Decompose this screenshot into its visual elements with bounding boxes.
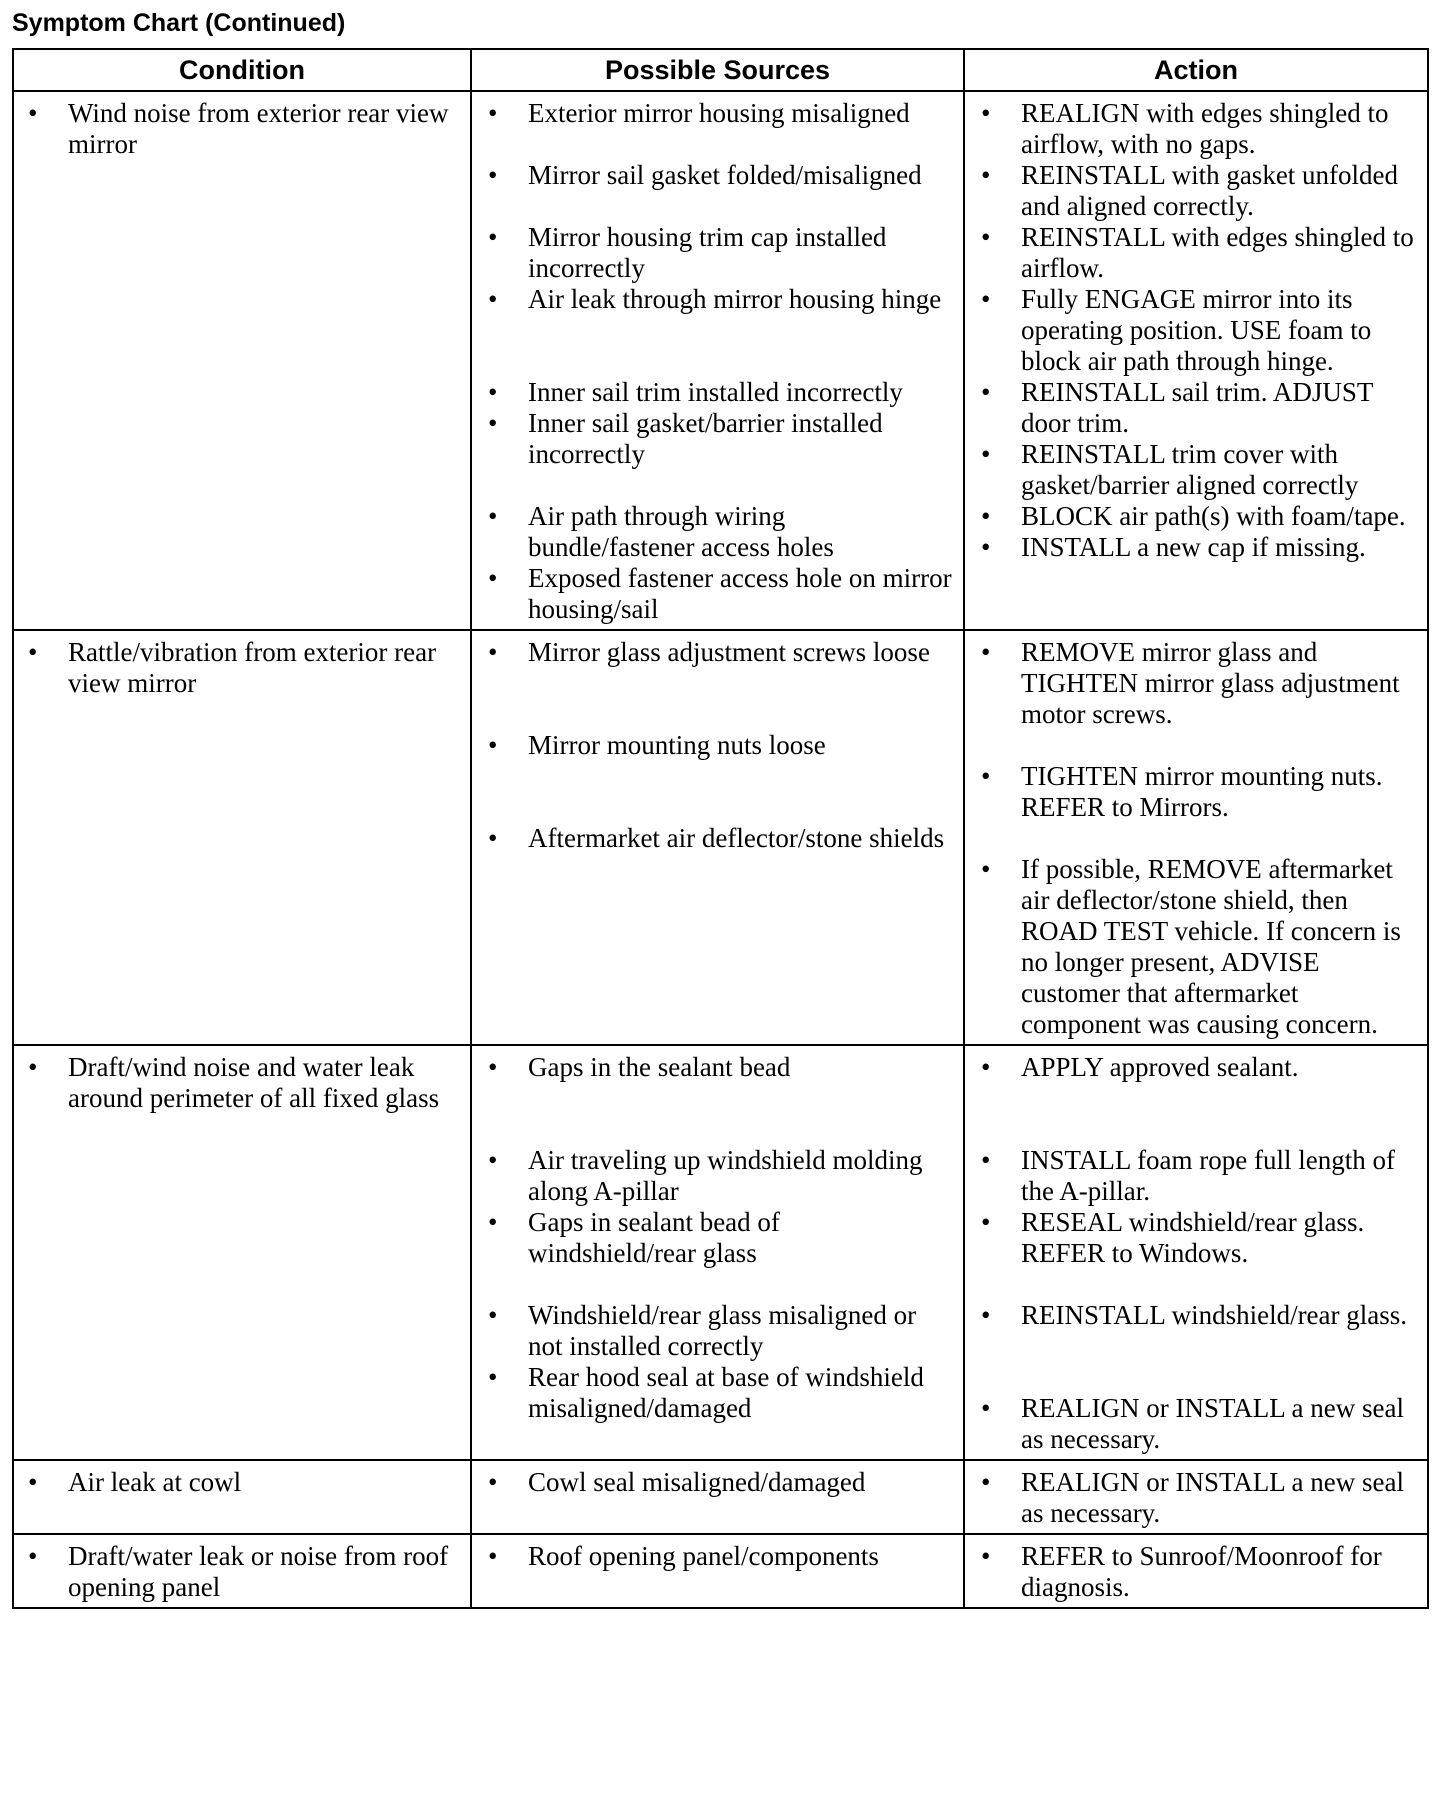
source-text: Air path through wiring bundle/fastener access holes <box>528 501 834 562</box>
header-condition: Condition <box>13 49 471 91</box>
source-text: Roof opening panel/components <box>528 1541 879 1571</box>
action-text: INSTALL a new cap if missing. <box>1021 532 1366 562</box>
list-item <box>979 761 1417 823</box>
bullet-icon: • <box>488 160 498 190</box>
condition-text: Wind noise from exterior rear view mirror <box>68 98 449 159</box>
source-text: Inner sail gasket/barrier installed incorrectly <box>528 408 883 469</box>
sources-cell <box>471 91 964 630</box>
bullet-icon: • <box>981 854 991 884</box>
action-text: INSTALL foam rope full length of the A-pillar. <box>1021 1145 1395 1206</box>
sources-cell <box>471 1045 964 1460</box>
bullet-icon: • <box>981 160 991 190</box>
list-item <box>26 1467 460 1498</box>
condition-cell <box>13 1534 471 1608</box>
list-item <box>979 1052 1417 1083</box>
list-item <box>486 377 953 408</box>
action-cell <box>964 630 1428 1045</box>
action-text: If possible, REMOVE aftermarket air deflector/stone shield, then ROAD TEST vehicle. If concern is no longer present, ADVISE customer that aftermarket component was causing concern. <box>1021 854 1401 1039</box>
list-item <box>486 1300 953 1362</box>
table-row <box>13 1460 1428 1534</box>
bullet-icon: • <box>981 1207 991 1237</box>
bullet-icon: • <box>488 823 498 853</box>
bullet-icon: • <box>488 1362 498 1392</box>
condition-text: Draft/wind noise and water leak around perimeter of all fixed glass <box>68 1052 440 1113</box>
list-item <box>979 222 1417 284</box>
bullet-icon: • <box>28 637 38 667</box>
condition-text: Rattle/vibration from exterior rear view mirror <box>68 637 437 698</box>
bullet-icon: • <box>488 1467 498 1497</box>
symptom-chart-table <box>12 48 1429 1609</box>
action-text: REINSTALL with gasket unfolded and aligned correctly. <box>1021 160 1399 221</box>
bullet-icon: • <box>488 1541 498 1571</box>
list-item <box>486 1052 953 1083</box>
condition-cell <box>13 91 471 630</box>
source-text: Exposed fastener access hole on mirror housing/sail <box>528 563 952 624</box>
source-text: Air traveling up windshield molding along A-pillar <box>528 1145 923 1206</box>
bullet-icon: • <box>981 439 991 469</box>
list-item <box>486 284 953 315</box>
list-item <box>979 501 1417 532</box>
source-text: Air leak through mirror housing hinge <box>528 284 942 314</box>
sources-cell <box>471 1534 964 1608</box>
bullet-icon: • <box>488 1052 498 1082</box>
list-item <box>979 637 1417 730</box>
bullet-icon: • <box>981 222 991 252</box>
list-item <box>486 408 953 470</box>
action-text: REINSTALL trim cover with gasket/barrier aligned correctly <box>1021 439 1359 500</box>
bullet-icon: • <box>981 1145 991 1175</box>
action-text: RESEAL windshield/rear glass. REFER to Windows. <box>1021 1207 1365 1268</box>
table-row <box>13 1045 1428 1460</box>
list-item <box>979 160 1417 222</box>
list-item <box>979 854 1417 1040</box>
list-item <box>979 377 1417 439</box>
bullet-icon: • <box>488 377 498 407</box>
bullet-icon: • <box>28 1052 38 1082</box>
action-cell <box>964 1045 1428 1460</box>
bullet-icon: • <box>981 1052 991 1082</box>
sources-cell <box>471 630 964 1045</box>
header-action: Action <box>964 49 1428 91</box>
source-text: Windshield/rear glass misaligned or not installed correctly <box>528 1300 917 1361</box>
action-cell <box>964 1460 1428 1534</box>
list-item <box>979 1541 1417 1603</box>
list-item <box>486 637 953 668</box>
action-cell <box>964 1534 1428 1608</box>
header-row <box>13 49 1428 91</box>
action-text: REINSTALL windshield/rear glass. <box>1021 1300 1408 1330</box>
source-text: Gaps in the sealant bead <box>528 1052 791 1082</box>
list-item <box>979 98 1417 160</box>
action-text: REALIGN or INSTALL a new seal as necessary. <box>1021 1393 1404 1454</box>
list-item <box>486 160 953 191</box>
bullet-icon: • <box>981 501 991 531</box>
bullet-icon: • <box>981 1467 991 1497</box>
action-text: BLOCK air path(s) with foam/tape. <box>1021 501 1406 531</box>
action-text: APPLY approved sealant. <box>1021 1052 1299 1082</box>
action-cell <box>964 91 1428 630</box>
action-text: REINSTALL with edges shingled to airflow. <box>1021 222 1414 283</box>
condition-text: Draft/water leak or noise from roof opening panel <box>68 1541 449 1602</box>
bullet-icon: • <box>28 1467 38 1497</box>
list-item <box>486 563 953 625</box>
bullet-icon: • <box>981 98 991 128</box>
source-text: Cowl seal misaligned/damaged <box>528 1467 866 1497</box>
bullet-icon: • <box>981 637 991 667</box>
bullet-icon: • <box>488 563 498 593</box>
list-item <box>486 501 953 563</box>
action-text: REMOVE mirror glass and TIGHTEN mirror glass adjustment motor screws. <box>1021 637 1400 729</box>
sources-cell <box>471 1460 964 1534</box>
bullet-icon: • <box>981 1541 991 1571</box>
source-text: Mirror housing trim cap installed incorrectly <box>528 222 887 283</box>
source-text: Gaps in sealant bead of windshield/rear glass <box>528 1207 780 1268</box>
source-text: Mirror glass adjustment screws loose <box>528 637 930 667</box>
list-item <box>979 439 1417 501</box>
bullet-icon: • <box>981 761 991 791</box>
list-item <box>979 1300 1417 1331</box>
list-item <box>979 532 1417 563</box>
action-text: REFER to Sunroof/Moonroof for diagnosis. <box>1021 1541 1382 1602</box>
action-text: REALIGN with edges shingled to airflow, with no gaps. <box>1021 98 1389 159</box>
list-item <box>486 1541 953 1572</box>
bullet-icon: • <box>488 284 498 314</box>
action-text: REALIGN or INSTALL a new seal as necessary. <box>1021 1467 1404 1528</box>
list-item <box>979 1467 1417 1529</box>
list-item <box>486 1145 953 1207</box>
bullet-icon: • <box>981 1300 991 1330</box>
list-item <box>979 284 1417 377</box>
list-item <box>486 1467 953 1498</box>
list-item <box>486 98 953 129</box>
bullet-icon: • <box>488 1300 498 1330</box>
source-text: Rear hood seal at base of windshield misaligned/damaged <box>528 1362 924 1423</box>
source-text: Mirror sail gasket folded/misaligned <box>528 160 922 190</box>
bullet-icon: • <box>28 1541 38 1571</box>
list-item <box>979 1207 1417 1269</box>
source-text: Aftermarket air deflector/stone shields <box>528 823 945 853</box>
bullet-icon: • <box>488 98 498 128</box>
list-item <box>26 1541 460 1603</box>
bullet-icon: • <box>981 377 991 407</box>
bullet-icon: • <box>981 1393 991 1423</box>
action-text: Fully ENGAGE mirror into its operating position. USE foam to block air path through hinge. <box>1021 284 1372 376</box>
source-text: Mirror mounting nuts loose <box>528 730 826 760</box>
condition-cell <box>13 1045 471 1460</box>
list-item <box>486 1207 953 1269</box>
condition-cell <box>13 630 471 1045</box>
page-title: Symptom Chart (Continued) <box>12 9 346 37</box>
table-row <box>13 91 1428 630</box>
condition-cell <box>13 1460 471 1534</box>
list-item <box>486 222 953 284</box>
bullet-icon: • <box>488 1145 498 1175</box>
bullet-icon: • <box>488 408 498 438</box>
list-item <box>26 637 460 699</box>
bullet-icon: • <box>28 98 38 128</box>
list-item <box>26 1052 460 1114</box>
action-text: TIGHTEN mirror mounting nuts. REFER to Mirrors. <box>1021 761 1383 822</box>
list-item <box>979 1145 1417 1207</box>
bullet-icon: • <box>488 222 498 252</box>
list-item <box>486 823 953 854</box>
bullet-icon: • <box>488 1207 498 1237</box>
condition-text: Air leak at cowl <box>68 1467 242 1497</box>
list-item <box>486 730 953 761</box>
action-text: REINSTALL sail trim. ADJUST door trim. <box>1021 377 1373 438</box>
source-text: Exterior mirror housing misaligned <box>528 98 910 128</box>
bullet-icon: • <box>981 284 991 314</box>
header-possible-sources: Possible Sources <box>471 49 964 91</box>
list-item <box>979 1393 1417 1455</box>
list-item <box>26 98 460 160</box>
table-row <box>13 630 1428 1045</box>
bullet-icon: • <box>981 532 991 562</box>
table-row <box>13 1534 1428 1608</box>
bullet-icon: • <box>488 501 498 531</box>
list-item <box>486 1362 953 1424</box>
source-text: Inner sail trim installed incorrectly <box>528 377 903 407</box>
bullet-icon: • <box>488 730 498 760</box>
bullet-icon: • <box>488 637 498 667</box>
